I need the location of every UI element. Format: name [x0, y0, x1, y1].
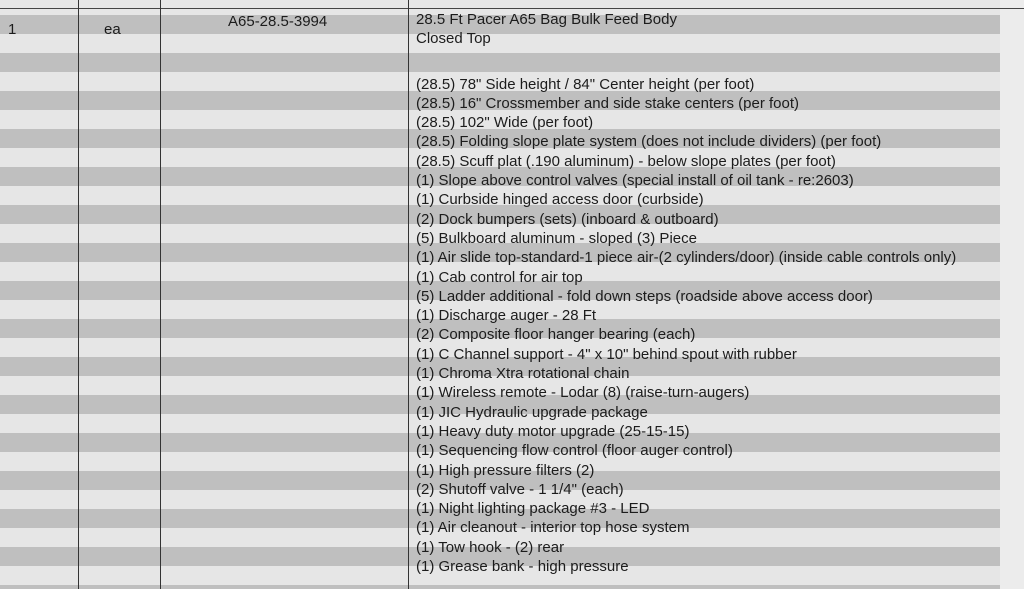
option-list: [416, 75, 996, 577]
option-line: (1) Slope above control valves (special install of oil tank - re:2603): [416, 172, 854, 190]
shade-band: [0, 585, 1000, 589]
option-line: (1) Cab control for air top: [416, 268, 583, 286]
description-cell: [416, 10, 996, 576]
column-divider-3: [408, 0, 409, 589]
option-line: (1) JIC Hydraulic upgrade package: [416, 403, 648, 421]
header-rule: [0, 0, 1024, 9]
option-line: (28.5) Folding slope plate system (does not include dividers) (per foot): [416, 133, 882, 151]
option-line: (1) Wireless remote - Lodar (8) (raise-turn-augers): [416, 384, 750, 402]
option-line: (1) Curbside hinged access door (curbside): [416, 191, 704, 209]
option-line: (1) C Channel support - 4" x 10" behind spout with rubber: [416, 345, 797, 363]
quantity-cell: 1: [8, 21, 17, 38]
option-line: (2) Composite floor hanger bearing (each): [416, 326, 696, 344]
column-divider-2: [160, 0, 161, 589]
option-line: (28.5) 102" Wide (per foot): [416, 114, 594, 132]
option-line: (1) Sequencing flow control (floor auger control): [416, 442, 733, 460]
option-line: (5) Ladder additional - fold down steps (roadside above access door): [416, 287, 873, 305]
option-line: (1) Grease bank - high pressure: [416, 558, 629, 576]
option-line: (5) Bulkboard aluminum - sloped (3) Piece: [416, 229, 697, 247]
unit-cell: ea: [104, 21, 121, 38]
description-title-line-1: 28.5 Ft Pacer A65 Bag Bulk Feed Body: [416, 11, 677, 28]
option-line: (1) Tow hook - (2) rear: [416, 538, 565, 556]
option-line: (1) High pressure filters (2): [416, 461, 595, 479]
page-edge: [1000, 0, 1024, 589]
option-line: (2) Dock bumpers (sets) (inboard & outboard): [416, 210, 719, 228]
description-spacer: [416, 49, 996, 75]
option-line: (1) Chroma Xtra rotational chain: [416, 365, 630, 383]
option-line: (1) Heavy duty motor upgrade (25-15-15): [416, 422, 690, 440]
part-number-cell: A65-28.5-3994: [228, 13, 328, 30]
option-line: (28.5) 16" Crossmember and side stake centers (per foot): [416, 94, 799, 112]
option-line: (28.5) 78" Side height / 84" Center height (per foot): [416, 75, 755, 93]
option-line: (28.5) Scuff plat (.190 aluminum) - below slope plates (per foot): [416, 152, 836, 170]
column-divider-1: [78, 0, 79, 589]
option-line: (1) Night lighting package #3 - LED: [416, 500, 650, 518]
description-title-line-2: Closed Top: [416, 30, 491, 48]
option-line: (2) Shutoff valve - 1 1/4" (each): [416, 480, 624, 498]
option-line: (1) Air slide top-standard-1 piece air-(2 cylinders/door) (inside cable controls only): [416, 249, 957, 267]
option-line: (1) Air cleanout - interior top hose system: [416, 519, 690, 537]
option-line: (1) Discharge auger - 28 Ft: [416, 307, 597, 325]
